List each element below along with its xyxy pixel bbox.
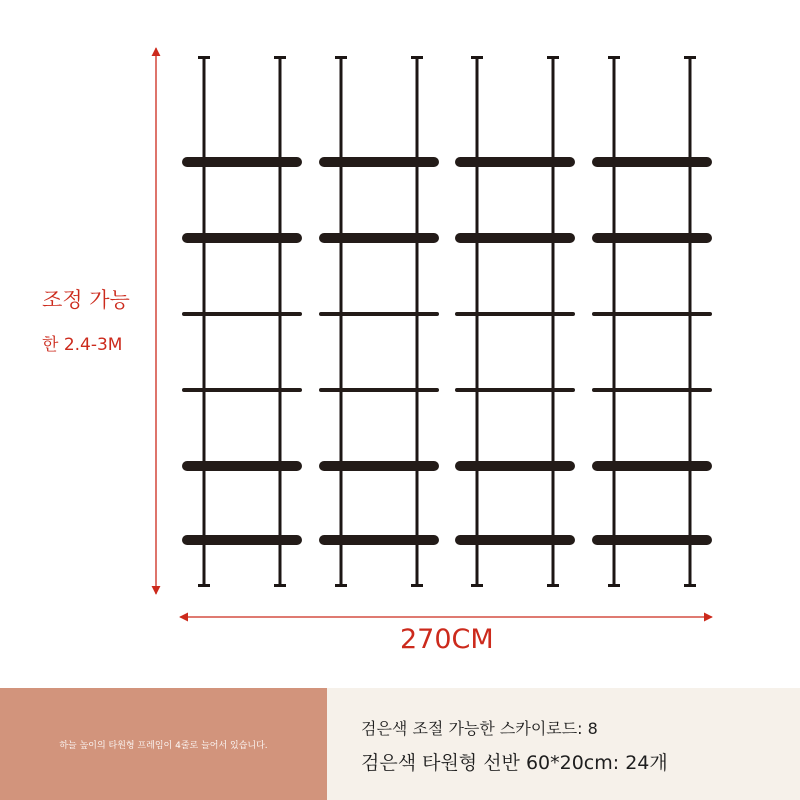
shelf-board xyxy=(455,157,575,167)
shelf-board xyxy=(455,312,575,316)
rod-cap-bottom xyxy=(198,584,210,587)
spec-shelves: 검은색 타원형 선반 60*20cm: 24개 xyxy=(361,752,668,774)
shelf-board xyxy=(319,388,439,392)
shelf-board xyxy=(182,157,302,167)
info-band xyxy=(0,688,800,800)
rod-cap-bottom xyxy=(411,584,423,587)
shelf-board xyxy=(182,233,302,243)
note-panel xyxy=(0,688,327,800)
rod-cap-top xyxy=(547,56,559,59)
shelf-board xyxy=(319,157,439,167)
rod-cap-top xyxy=(198,56,210,59)
shelf-board xyxy=(182,312,302,316)
shelf-board xyxy=(182,535,302,545)
shelf-board xyxy=(319,233,439,243)
spec-rods: 검은색 조절 가능한 스카이로드: 8 xyxy=(361,719,598,738)
rod-cap-bottom xyxy=(608,584,620,587)
shelf-board xyxy=(592,233,712,243)
shelf-units xyxy=(182,56,712,587)
shelf-board xyxy=(319,535,439,545)
shelf-board xyxy=(592,461,712,471)
rod-cap-top xyxy=(274,56,286,59)
shelf-board xyxy=(592,388,712,392)
shelf-board xyxy=(319,312,439,316)
rod-cap-top xyxy=(471,56,483,59)
spec-panel xyxy=(327,688,800,800)
shelf-board xyxy=(455,535,575,545)
height-range-label: 한 2.4-3M xyxy=(42,335,123,355)
rod-cap-top xyxy=(411,56,423,59)
shelf-board xyxy=(455,388,575,392)
shelf-board xyxy=(592,312,712,316)
rod-cap-top xyxy=(608,56,620,59)
rod-cap-top xyxy=(335,56,347,59)
rod-cap-bottom xyxy=(274,584,286,587)
rod-cap-bottom xyxy=(547,584,559,587)
rod-cap-bottom xyxy=(335,584,347,587)
rod-cap-bottom xyxy=(471,584,483,587)
shelf-board xyxy=(182,388,302,392)
width-label: 270CM xyxy=(400,624,494,655)
shelf-board xyxy=(455,461,575,471)
shelf-board xyxy=(319,461,439,471)
shelf-board xyxy=(455,233,575,243)
shelf-board xyxy=(182,461,302,471)
rod-cap-bottom xyxy=(684,584,696,587)
shelf-board xyxy=(592,535,712,545)
height-label: 조정 가능 xyxy=(42,288,130,312)
rod-cap-top xyxy=(684,56,696,59)
note-text: 하늘 높이의 타원형 프레임이 4줄로 늘어서 있습니다. xyxy=(59,740,268,751)
shelf-board xyxy=(592,157,712,167)
